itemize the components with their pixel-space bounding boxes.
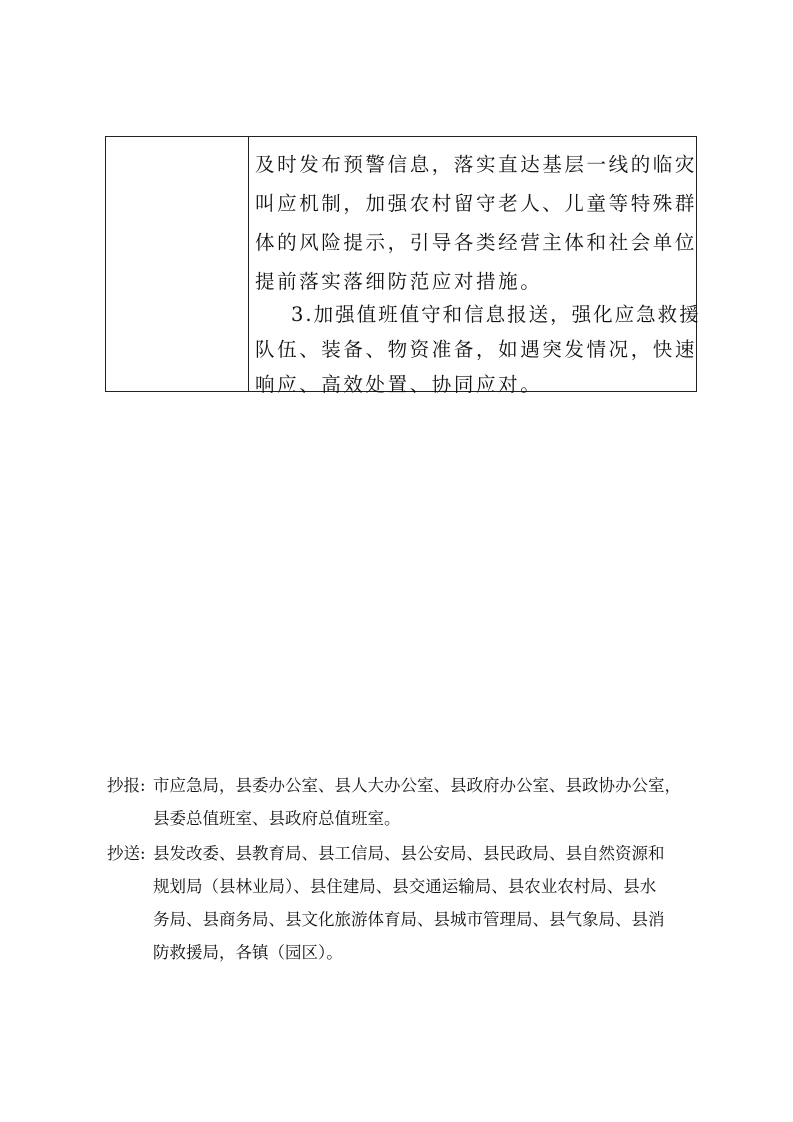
table-text-line: 3.加强值班值守和信息报送，强化应急救援 bbox=[291, 303, 701, 326]
measures-table bbox=[105, 136, 701, 396]
cc-send-label: 抄送: bbox=[107, 844, 146, 863]
table-text-line: 响应、高效处置、协同应对。 bbox=[255, 373, 543, 396]
cc-send-line: 务局、县商务局、县文化旅游体育局、县城市管理局、县气象局、县消 bbox=[153, 910, 665, 929]
table-text-line: 提前落实落细防范应对措施。 bbox=[255, 270, 543, 293]
table-right-cell bbox=[249, 137, 701, 396]
cc-report-line: 市应急局，县委办公室、县人大办公室、县政府办公室、县政协办公室， bbox=[153, 776, 681, 795]
cc-send-line: 防救援局，各镇（园区）。 bbox=[153, 943, 343, 962]
cc-send-line: 县发改委、县教育局、县工信局、县公安局、县民政局、县自然资源和 bbox=[153, 844, 665, 863]
cc-report-label: 抄报: bbox=[107, 776, 146, 795]
table-text-line: 体的风险提示，引导各类经营主体和社会单位 bbox=[255, 231, 698, 254]
table-text-line: 队伍、装备、物资准备，如遇突发情况，快速 bbox=[255, 338, 698, 361]
cc-send-line: 规划局（县林业局）、县住建局、县交通运输局、县农业农村局、县水 bbox=[153, 877, 657, 896]
cc-report-line: 县委总值班室、县政府总值班室。 bbox=[153, 809, 401, 828]
table-text-line: 及时发布预警信息，落实直达基层一线的临灾 bbox=[255, 153, 698, 176]
table-text-line: 叫应机制，加强农村留守老人、儿童等特殊群 bbox=[255, 192, 698, 215]
table-left-cell bbox=[106, 137, 249, 391]
